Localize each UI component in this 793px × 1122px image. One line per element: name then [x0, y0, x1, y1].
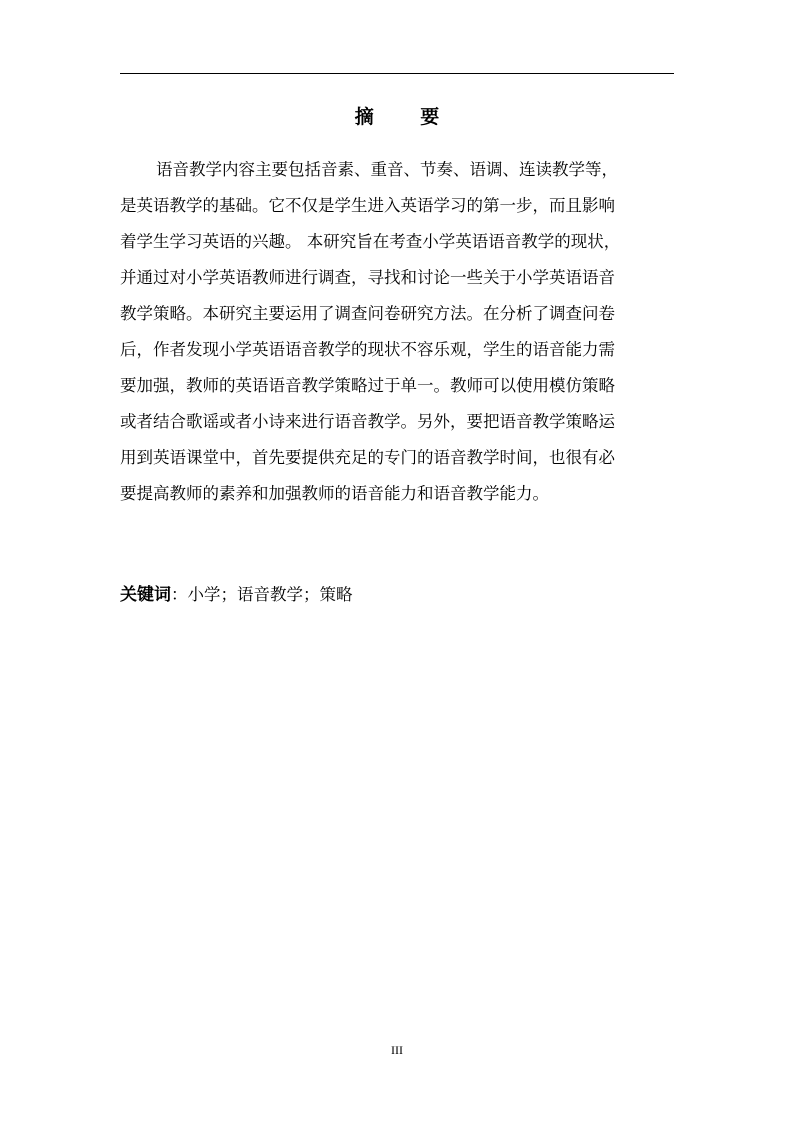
abstract-line: 要加强，教师的英语语音教学策略过于单一。教师可以使用模仿策略 [120, 376, 615, 395]
abstract-line: 教学策略。本研究主要运用了调查问卷研究方法。在分析了调查问卷 [120, 304, 615, 323]
abstract-line: 或者结合歌谣或者小诗来进行语音教学。另外，要把语音教学策略运 [120, 412, 615, 431]
abstract-line: 着学生学习英语的兴趣。 本研究旨在考查小学英语语音教学的现状， [120, 232, 621, 251]
keywords-value: 小学；语音教学；策略 [187, 585, 353, 604]
keywords-label: 关键词 [120, 585, 171, 605]
abstract-title: 摘 要 [354, 106, 460, 128]
page-number: III [391, 1043, 403, 1057]
abstract-line: 语音教学内容主要包括音素、重音、节奏、语调、连读教学等， [156, 160, 618, 179]
abstract-line: 是英语教学的基础。它不仅是学生进入英语学习的第一步，而且影响 [120, 196, 615, 215]
abstract-line: 并通过对小学英语教师进行调查，寻找和讨论一些关于小学英语语音 [120, 268, 615, 287]
abstract-line: 要提高教师的素养和加强教师的语音能力和语音教学能力。 [120, 484, 549, 503]
abstract-body [120, 152, 674, 512]
abstract-line: 用到英语课堂中，首先要提供充足的专门的语音教学时间，也很有必 [120, 448, 615, 467]
header-rule [120, 73, 674, 74]
keywords-line [120, 580, 674, 610]
abstract-line: 后，作者发现小学英语语音教学的现状不容乐观，学生的语音能力需 [120, 340, 615, 359]
keywords-separator: ： [171, 585, 188, 604]
